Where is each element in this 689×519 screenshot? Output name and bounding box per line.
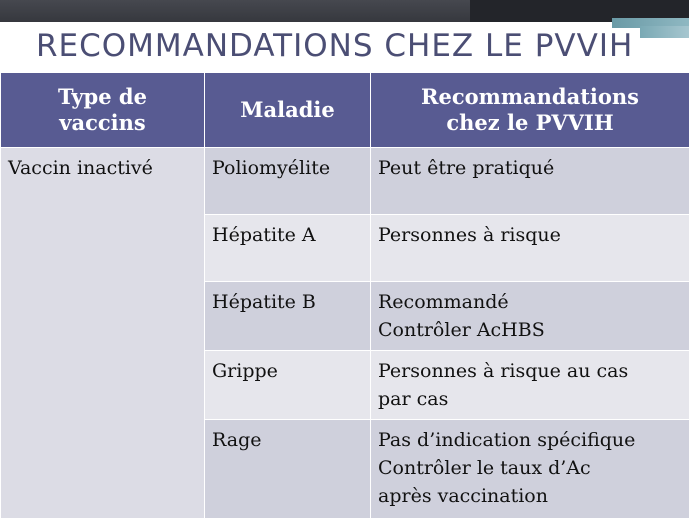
table-header-row (1, 73, 689, 148)
header-recommandations: Recommandations chez le PVVIH (371, 73, 689, 148)
maladie-cell: Grippe (205, 351, 371, 420)
recommandation-cell: Peut être pratiqué (371, 148, 689, 215)
maladie-cell: Hépatite A (205, 215, 371, 282)
recommandation-cell: Pas d’indication spécifique Contrôler le taux d’Ac après vaccination (371, 420, 689, 519)
header-maladie: Maladie (205, 73, 371, 148)
header-type-vaccins: Type de vaccins (1, 73, 205, 148)
recommandation-cell: Personnes à risque au cas par cas (371, 351, 689, 420)
maladie-cell: Poliomyélite (205, 148, 371, 215)
maladie-cell: Hépatite B (205, 282, 371, 351)
recommandation-cell: Recommandé Contrôler AcHBS (371, 282, 689, 351)
vaccination-table (0, 72, 689, 519)
table-row (1, 148, 689, 215)
recommandation-cell: Personnes à risque (371, 215, 689, 282)
vaccine-type-cell: Vaccin inactivé (1, 148, 205, 519)
slide-title: RECOMMANDATIONS CHEZ LE PVVIH (36, 22, 656, 70)
maladie-cell: Rage (205, 420, 371, 519)
